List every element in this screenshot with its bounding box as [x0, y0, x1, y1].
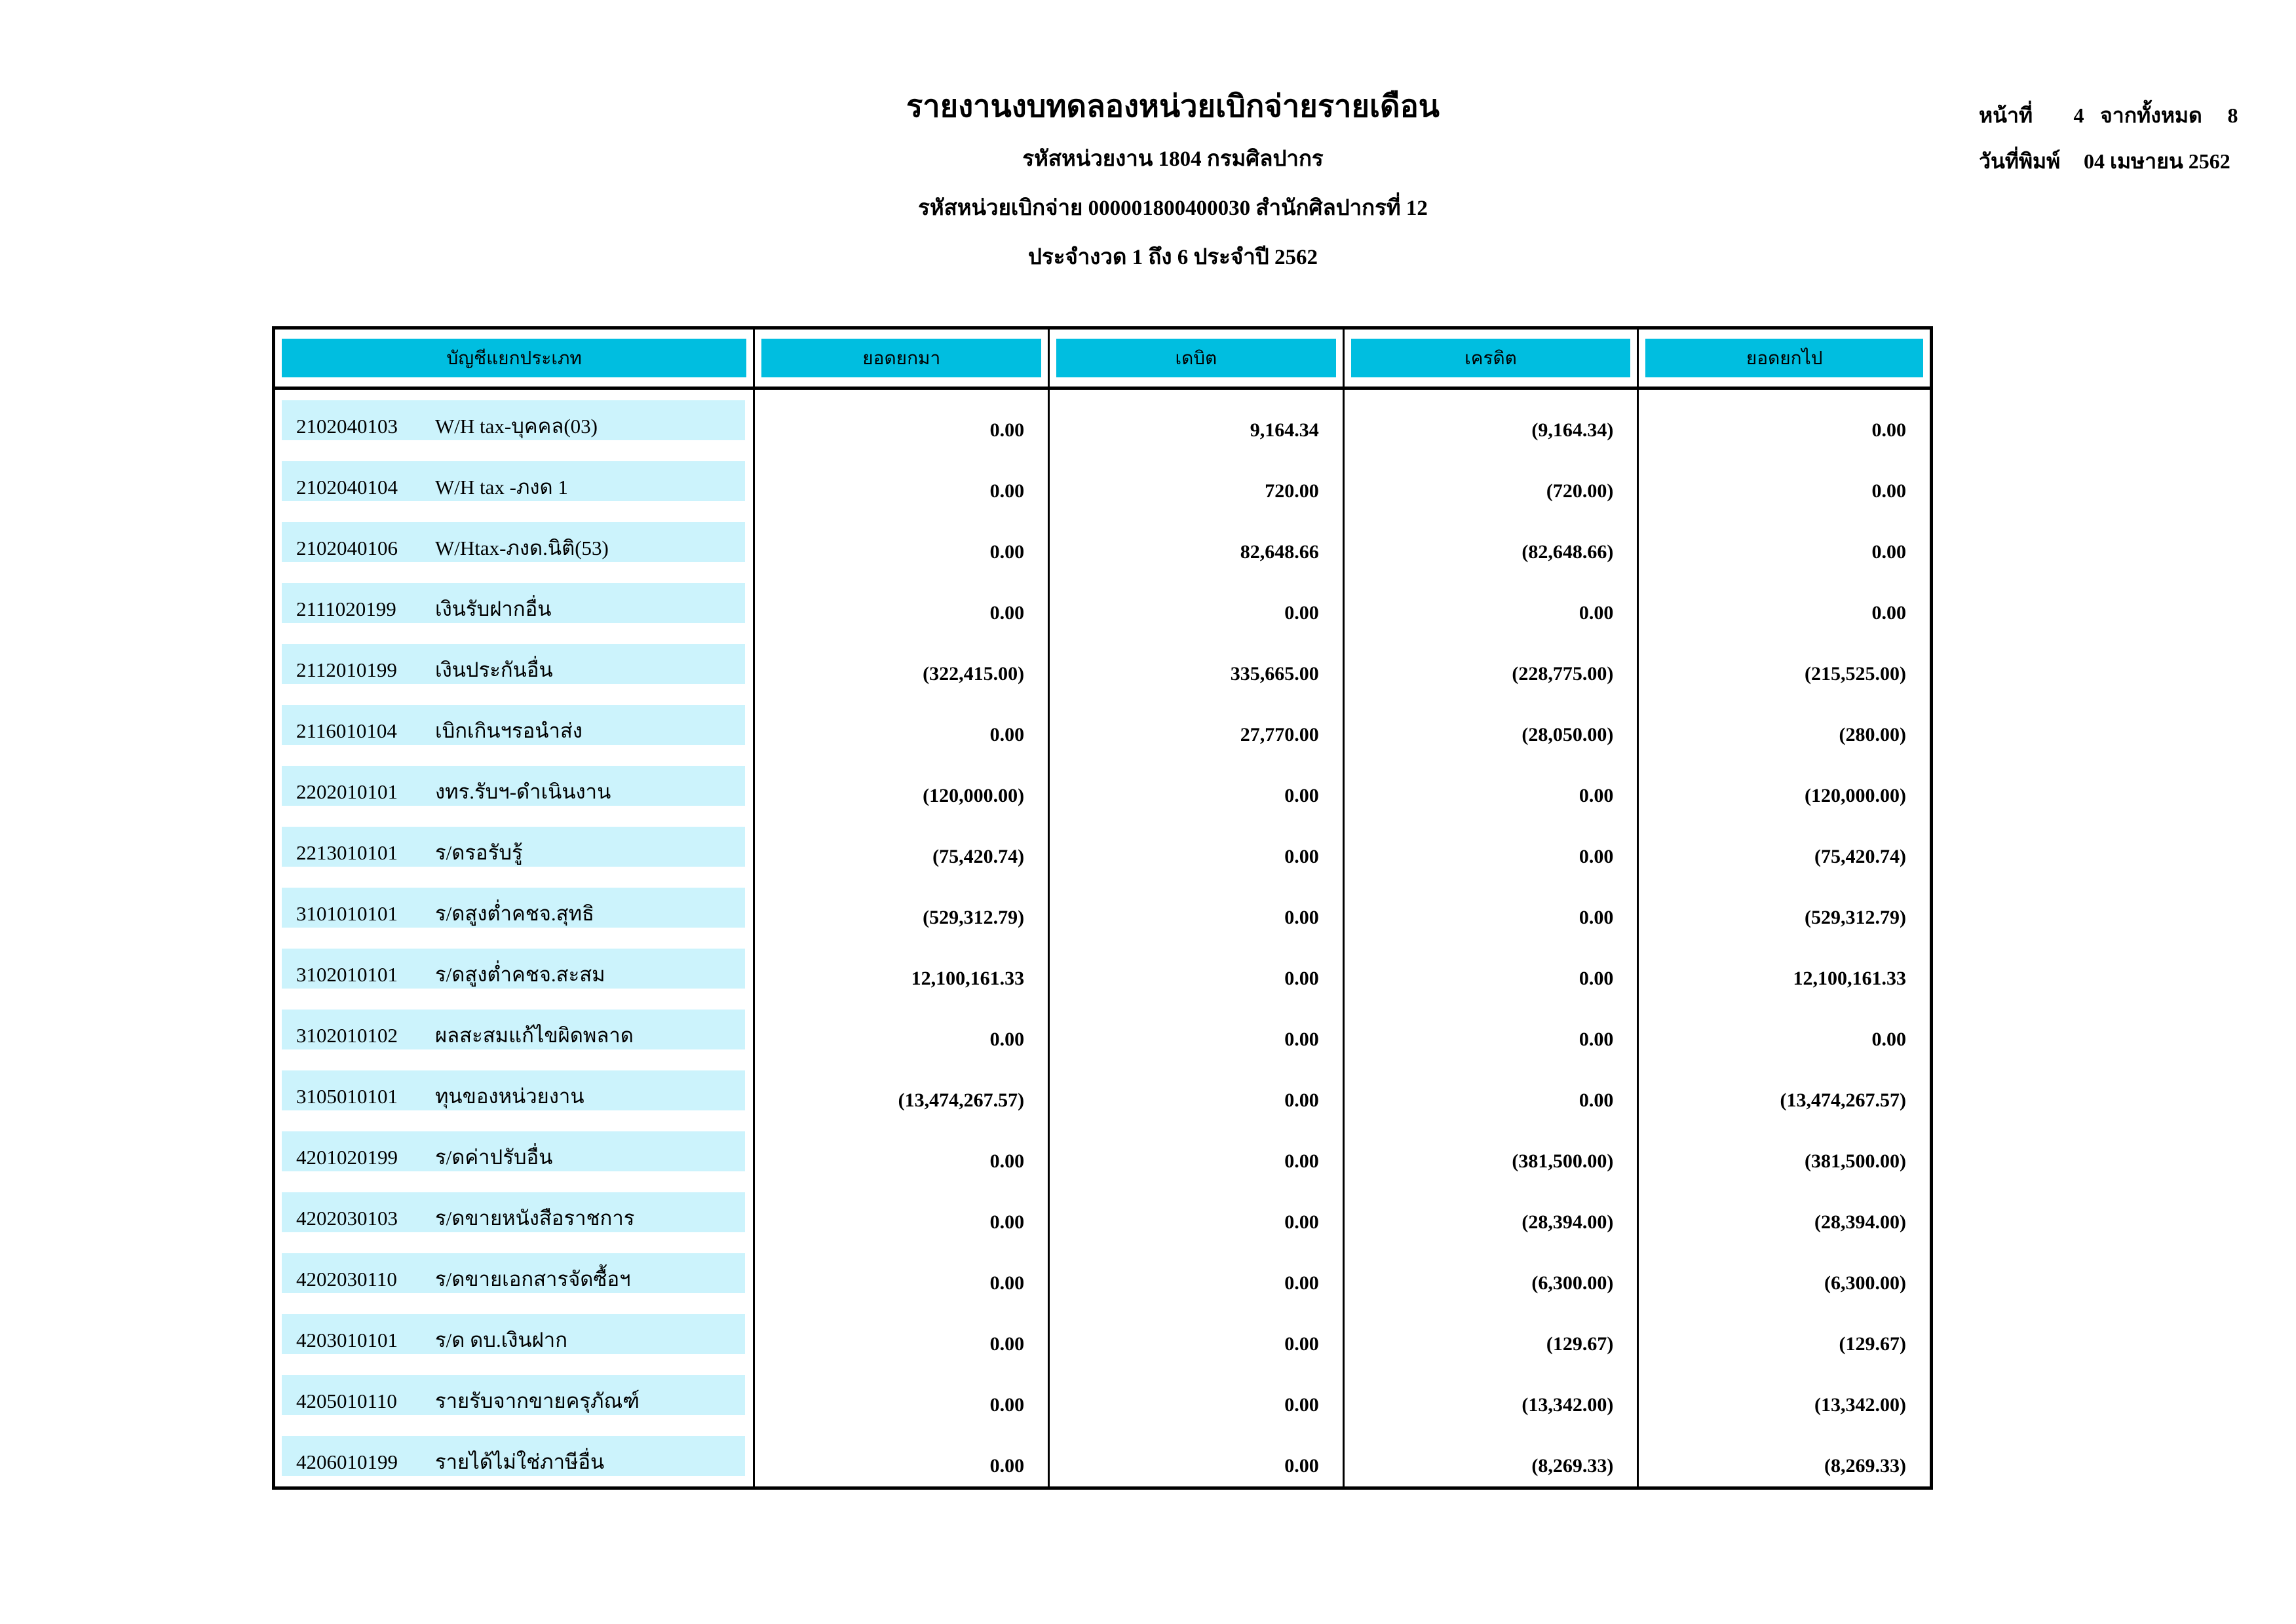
table-row: [275, 1426, 1930, 1486]
credit-value: (129.67): [1546, 1333, 1614, 1355]
brought-forward-value: 0.00: [989, 480, 1025, 502]
header-credit: เครดิต: [1351, 339, 1631, 377]
credit-value: (13,342.00): [1521, 1394, 1614, 1416]
account-label-block: [282, 705, 745, 745]
account-label-block: [282, 522, 745, 562]
total-pages-label: จากทั้งหมด: [2100, 104, 2202, 127]
total-pages: 8: [2227, 104, 2238, 127]
account-name: เบิกเกินฯรอนำส่ง: [435, 719, 583, 742]
brought-forward-value: 0.00: [989, 1333, 1025, 1355]
account-name: ร/ดขายหนังสือราชการ: [435, 1207, 635, 1230]
carry-forward-value: 12,100,161.33: [1793, 968, 1906, 989]
account-label-block: [282, 644, 745, 684]
table-row: [275, 1121, 1930, 1182]
report-title: รายงานงบทดลองหน่วยเบิกจ่ายรายเดือน: [906, 90, 1440, 124]
agency-code-line: รหัสหน่วยงาน 1804 กรมศิลปากร: [1022, 147, 1324, 171]
print-date-row: [1979, 151, 2267, 172]
account-label-block: [282, 1010, 745, 1049]
carry-forward-value: (75,420.74): [1814, 846, 1906, 867]
account-name: ร/ดสูงต่ำคชจ.สะสม: [435, 963, 605, 986]
debit-value: 0.00: [1284, 968, 1319, 989]
account-name: ผลสะสมแก้ไขผิดพลาด: [435, 1024, 634, 1047]
account-label-block: [282, 1131, 745, 1171]
account-name: งทร.รับฯ-ดำเนินงาน: [435, 780, 611, 803]
brought-forward-value: (75,420.74): [932, 846, 1025, 867]
brought-forward-value: 0.00: [989, 1394, 1025, 1416]
brought-forward-value: 0.00: [989, 1272, 1025, 1294]
debit-value: 0.00: [1284, 1089, 1319, 1111]
credit-value: (381,500.00): [1512, 1150, 1614, 1172]
table-row: [275, 512, 1930, 573]
header-account: บัญชีแยกประเภท: [282, 339, 746, 377]
credit-value: (228,775.00): [1512, 663, 1614, 685]
disbursement-unit-line: รหัสหน่วยเบิกจ่าย 000001800400030 สำนักศิลปากรที่ 12: [918, 197, 1428, 220]
table-row: [275, 633, 1930, 694]
account-code: 4202030103: [296, 1207, 398, 1230]
account-name: W/Htax-ภงด.นิติ(53): [435, 537, 609, 559]
credit-value: (28,050.00): [1521, 724, 1614, 746]
table-header-row: [275, 330, 1930, 390]
table-row: [275, 390, 1930, 451]
credit-value: 0.00: [1578, 785, 1614, 806]
carry-forward-value: (13,474,267.57): [1780, 1089, 1906, 1111]
debit-value: 82,648.66: [1240, 541, 1319, 563]
debit-value: 0.00: [1284, 1455, 1319, 1477]
carry-forward-value: (129.67): [1839, 1333, 1906, 1355]
debit-value: 0.00: [1284, 1394, 1319, 1416]
account-name: เงินรับฝากอื่น: [435, 597, 552, 620]
debit-value: 0.00: [1284, 907, 1319, 928]
credit-value: 0.00: [1578, 907, 1614, 928]
credit-value: (720.00): [1546, 480, 1614, 502]
account-label-block: [282, 1070, 745, 1110]
carry-forward-value: (280.00): [1839, 724, 1906, 746]
account-code: 2112010199: [296, 658, 397, 681]
account-code: 3101010101: [296, 902, 398, 925]
account-label-block: [282, 766, 745, 806]
account-label-block: [282, 400, 745, 440]
carry-forward-value: (8,269.33): [1824, 1455, 1906, 1477]
debit-value: 0.00: [1284, 1029, 1319, 1050]
debit-value: 0.00: [1284, 846, 1319, 867]
account-label-block: [282, 461, 745, 501]
debit-value: 0.00: [1284, 602, 1319, 624]
brought-forward-value: (120,000.00): [923, 785, 1025, 806]
account-code: 2102040104: [296, 476, 398, 499]
table-row: [275, 1243, 1930, 1304]
table-row: [275, 877, 1930, 938]
table-row: [275, 999, 1930, 1060]
account-name: รายรับจากขายครุภัณฑ์: [435, 1389, 640, 1412]
carry-forward-value: 0.00: [1871, 1029, 1906, 1050]
account-name: ร/ด ดบ.เงินฝาก: [435, 1329, 567, 1351]
table-row: [275, 1182, 1930, 1243]
debit-value: 27,770.00: [1240, 724, 1319, 746]
print-date-label: วันที่พิมพ์: [1979, 149, 2061, 173]
account-label-block: [282, 1253, 745, 1293]
table-row: [275, 755, 1930, 816]
brought-forward-value: 12,100,161.33: [911, 968, 1025, 989]
account-label-block: [282, 827, 745, 867]
brought-forward-value: (322,415.00): [923, 663, 1025, 685]
account-code: 2202010101: [296, 780, 398, 803]
carry-forward-value: (215,525.00): [1805, 663, 1906, 685]
credit-value: 0.00: [1578, 1089, 1614, 1111]
account-name: ร/ดสูงต่ำคชจ.สุทธิ: [435, 902, 594, 925]
account-code: 4202030110: [296, 1268, 397, 1291]
account-code: 2102040106: [296, 537, 398, 559]
brought-forward-value: 0.00: [989, 724, 1025, 746]
brought-forward-value: (529,312.79): [923, 907, 1025, 928]
brought-forward-value: 0.00: [989, 1211, 1025, 1233]
header-debit: เดบิต: [1056, 339, 1336, 377]
table-row: [275, 938, 1930, 999]
carry-forward-value: (120,000.00): [1805, 785, 1906, 806]
account-code: 4206010199: [296, 1450, 398, 1473]
carry-forward-value: 0.00: [1871, 480, 1906, 502]
account-code: 2102040103: [296, 415, 398, 438]
brought-forward-value: 0.00: [989, 602, 1025, 624]
debit-value: 335,665.00: [1230, 663, 1319, 685]
carry-forward-value: 0.00: [1871, 602, 1906, 624]
debit-value: 9,164.34: [1250, 419, 1319, 441]
debit-value: 0.00: [1284, 1150, 1319, 1172]
debit-value: 0.00: [1284, 785, 1319, 806]
debit-value: 0.00: [1284, 1211, 1319, 1233]
page-label: หน้าที่: [1979, 104, 2033, 127]
header-carry-forward: ยอดยกไป: [1645, 339, 1923, 377]
account-name: ร/ดขายเอกสารจัดซื้อฯ: [435, 1268, 631, 1291]
carry-forward-value: 0.00: [1871, 419, 1906, 441]
table-row: [275, 573, 1930, 633]
debit-value: 720.00: [1265, 480, 1319, 502]
account-name: รายได้ไม่ใช่ภาษีอื่น: [435, 1450, 605, 1473]
carry-forward-value: (28,394.00): [1814, 1211, 1906, 1233]
carry-forward-value: (13,342.00): [1814, 1394, 1906, 1416]
credit-value: 0.00: [1578, 1029, 1614, 1050]
account-label-block: [282, 1436, 745, 1476]
account-code: 2111020199: [296, 597, 396, 620]
account-name: เงินประกันอื่น: [435, 658, 553, 681]
brought-forward-value: (13,474,267.57): [898, 1089, 1025, 1111]
account-code: 4201020199: [296, 1146, 398, 1169]
table-row: [275, 451, 1930, 512]
carry-forward-value: 0.00: [1871, 541, 1906, 563]
period-line: ประจำงวด 1 ถึง 6 ประจำปี 2562: [1028, 246, 1318, 269]
account-code: 3105010101: [296, 1085, 398, 1108]
account-code: 3102010101: [296, 963, 398, 986]
page-number-row: [1979, 105, 2267, 126]
account-label-block: [282, 888, 745, 928]
account-label-block: [282, 583, 745, 623]
credit-value: (9,164.34): [1531, 419, 1614, 441]
account-code: 2213010101: [296, 841, 398, 864]
trial-balance-table: [272, 326, 1933, 1490]
carry-forward-value: (529,312.79): [1805, 907, 1906, 928]
credit-value: (82,648.66): [1521, 541, 1614, 563]
table-row: [275, 816, 1930, 877]
brought-forward-value: 0.00: [989, 1029, 1025, 1050]
table-row: [275, 1365, 1930, 1426]
debit-value: 0.00: [1284, 1272, 1319, 1294]
credit-value: (6,300.00): [1531, 1272, 1614, 1294]
table-row: [275, 694, 1930, 755]
brought-forward-value: 0.00: [989, 419, 1025, 441]
page-number: 4: [2073, 104, 2084, 127]
account-code: 2116010104: [296, 719, 397, 742]
brought-forward-value: 0.00: [989, 1455, 1025, 1477]
header-brought-forward: ยอดยกมา: [761, 339, 1041, 377]
account-code: 3102010102: [296, 1024, 398, 1047]
account-label-block: [282, 1314, 745, 1354]
credit-value: (8,269.33): [1531, 1455, 1614, 1477]
account-code: 4205010110: [296, 1389, 397, 1412]
credit-value: 0.00: [1578, 602, 1614, 624]
report-header: [272, 92, 2074, 296]
account-label-block: [282, 1192, 745, 1232]
credit-value: (28,394.00): [1521, 1211, 1614, 1233]
table-body: [275, 390, 1930, 1486]
carry-forward-value: (6,300.00): [1824, 1272, 1906, 1294]
account-name: ร/ดรอรับรู้: [435, 841, 523, 864]
carry-forward-value: (381,500.00): [1805, 1150, 1906, 1172]
brought-forward-value: 0.00: [989, 541, 1025, 563]
credit-value: 0.00: [1578, 968, 1614, 989]
account-name: W/H tax-บุคคล(03): [435, 415, 598, 438]
table-row: [275, 1304, 1930, 1365]
account-name: W/H tax -ภงด 1: [435, 476, 568, 499]
account-name: ทุนของหน่วยงาน: [435, 1085, 584, 1108]
table-row: [275, 1060, 1930, 1121]
page-meta: [1979, 105, 2267, 197]
brought-forward-value: 0.00: [989, 1150, 1025, 1172]
account-label-block: [282, 949, 745, 989]
account-name: ร/ดค่าปรับอื่น: [435, 1146, 553, 1169]
print-date: 04 เมษายน 2562: [2084, 149, 2230, 173]
credit-value: 0.00: [1578, 846, 1614, 867]
account-label-block: [282, 1375, 745, 1415]
account-code: 4203010101: [296, 1329, 398, 1351]
debit-value: 0.00: [1284, 1333, 1319, 1355]
